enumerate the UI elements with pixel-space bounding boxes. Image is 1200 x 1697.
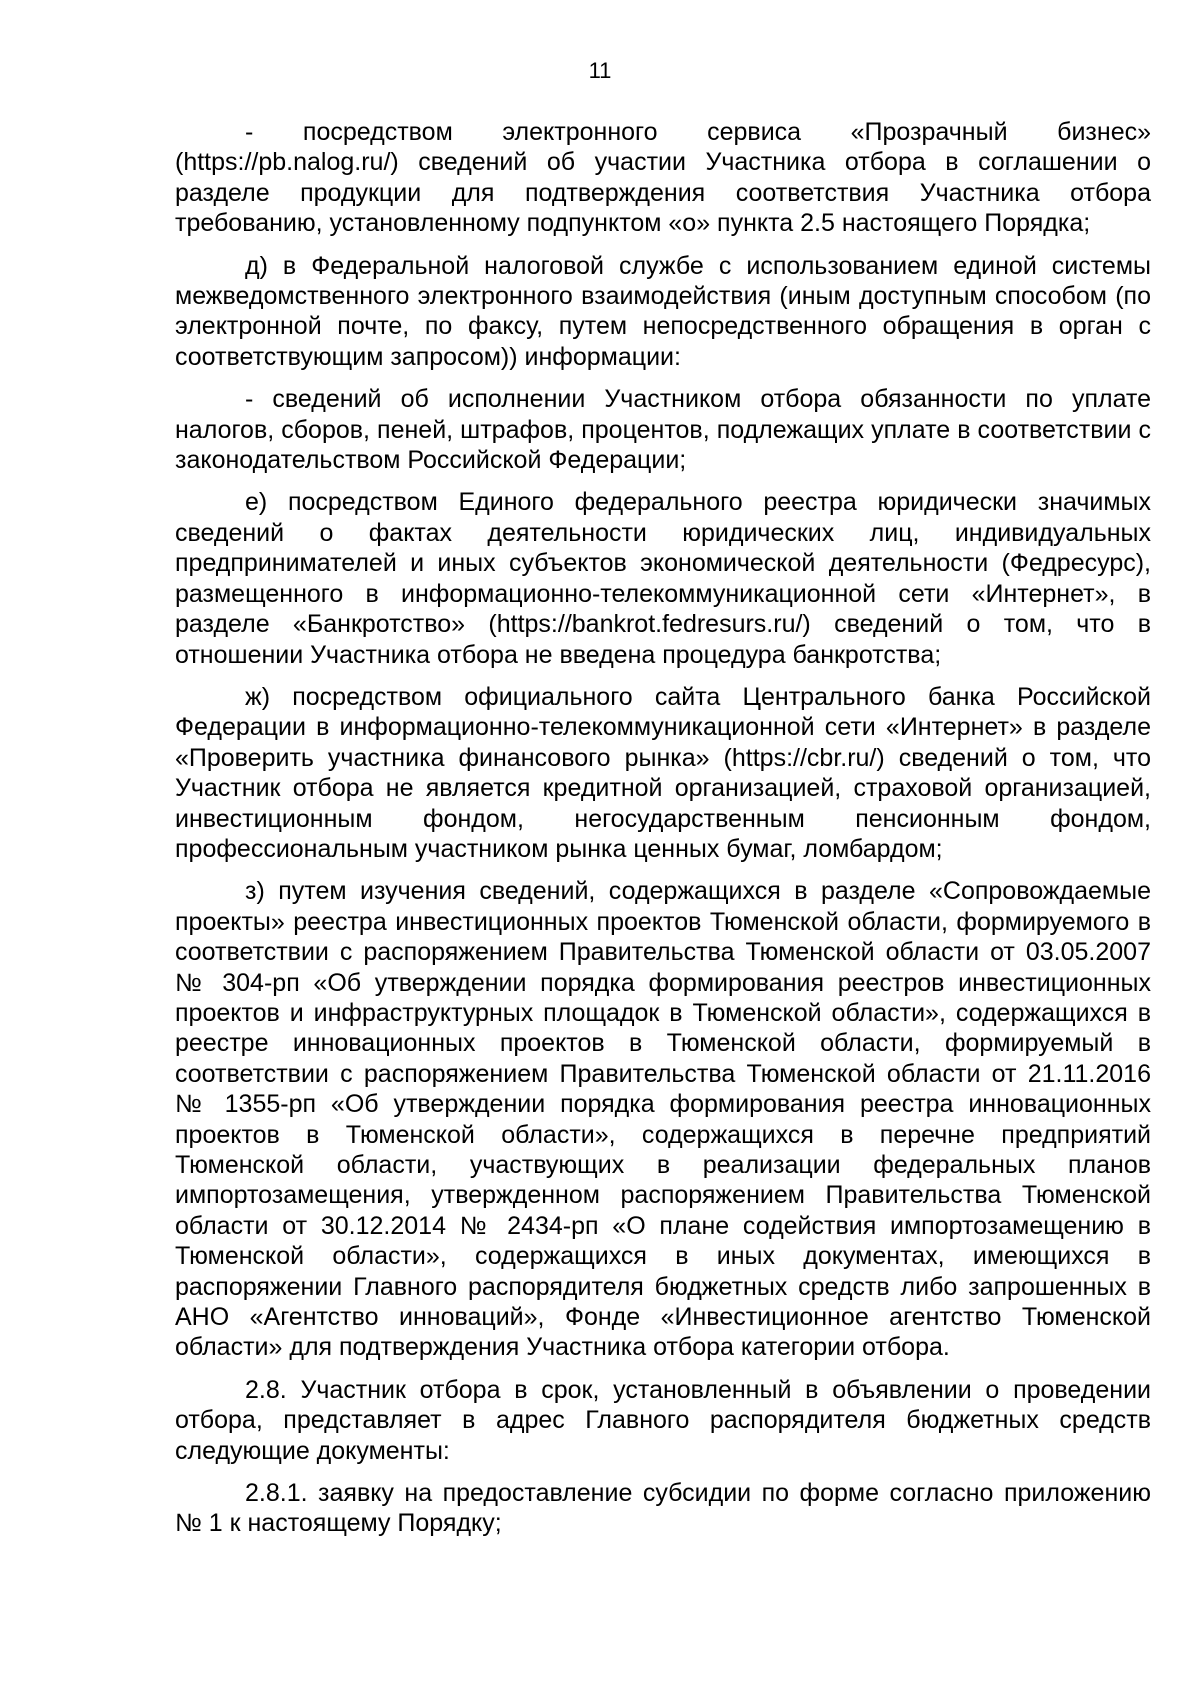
paragraph-2-8: 2.8. Участник отбора в срок, установленный в объявлении о проведении отбора, представляет в адрес Главного распорядителя бюджетных средств следующие документы: [175,1375,1151,1465]
paragraph-tax-obligations: - сведений об исполнении Участником отбора обязанности по уплате налогов, сборов, пеней, штрафов, процентов, подлежащих уплате в соответствии с законодательством Российской Федерации; [175,385,1151,475]
paragraph-e-fedresurs: е) посредством Единого федерального реестра юридически значимых сведений о фактах деятельности юридических лиц, индивидуальных предпринимателей и иных субъектов экономической деятельности (Федресурс), размещенного в информационно-телекоммуникационной сети «Интернет», в разделе «Банкротство» (https://bankrot.fedresurs.ru/) сведений о том, что в отношении Участника отбора не введена процедура банкротства; [175,488,1151,669]
page-number: 11 [588,58,612,83]
paragraph-transparent-business: - посредством электронного сервиса «Прозрачный бизнес» (https://pb.nalog.ru/) сведений об участии Участника отбора в соглашении о разделе продукции для подтверждения соответствия Участника отбора требованию, установленному подпунктом «о» пункта 2.5 настоящего Порядка; [175,118,1151,238]
paragraph-d-tax-service: д) в Федеральной налоговой службе с использованием единой системы межведомственного электронного взаимодействия (иным доступным способом (по электронной почте, по факсу, путем непосредственного обращения в орган с соответствующим запросом)) информации: [175,251,1151,371]
paragraph-zh-central-bank: ж) посредством официального сайта Центрального банка Российской Федерации в информационно-телекоммуникационной сети «Интернет» в разделе «Проверить участника финансового рынка» (https://cbr.ru/) сведений о том, что Участник отбора не является кредитной организацией, страховой организацией, инвестиционным фондом, негосударственным пенсионным фондом, профессиональным участником рынка ценных бумаг, ломбардом; [175,682,1151,863]
document-body [175,117,1151,1551]
paragraph-2-8-1: 2.8.1. заявку на предоставление субсидии по форме согласно приложению № 1 к настоящему Порядку; [175,1479,1151,1538]
paragraph-z-investment-registry: з) путем изучения сведений, содержащихся в разделе «Сопровождаемые проекты» реестра инвестиционных проектов Тюменской области, формируемого в соответствии с распоряжением Правительства Тюменской области от 03.05.2007 № 304-рп «Об утверждении порядка формирования реестров инвестиционных проектов и инфраструктурных площадок в Тюменской области», содержащихся в реестре инновационных проектов в Тюменской области, формируемый в соответствии с распоряжением Правительства Тюменской области от 21.11.2016 № 1355-рп «Об утверждении порядка формирования реестра инновационных проектов в Тюменской области», содержащихся в перечне предприятий Тюменской области, участвующих в реализации федеральных планов импортозамещения, утвержденном распоряжением Правительства Тюменской области от 30.12.2014 № 2434-рп «О плане содействия импортозамещению в Тюменской области», содержащихся в иных документах, имеющихся в распоряжении Главного распорядителя бюджетных средств либо запрошенных в АНО «Агентство инноваций», Фонде «Инвестиционное агентство Тюменской области» для подтверждения Участника отбора категории отбора. [175,877,1151,1362]
